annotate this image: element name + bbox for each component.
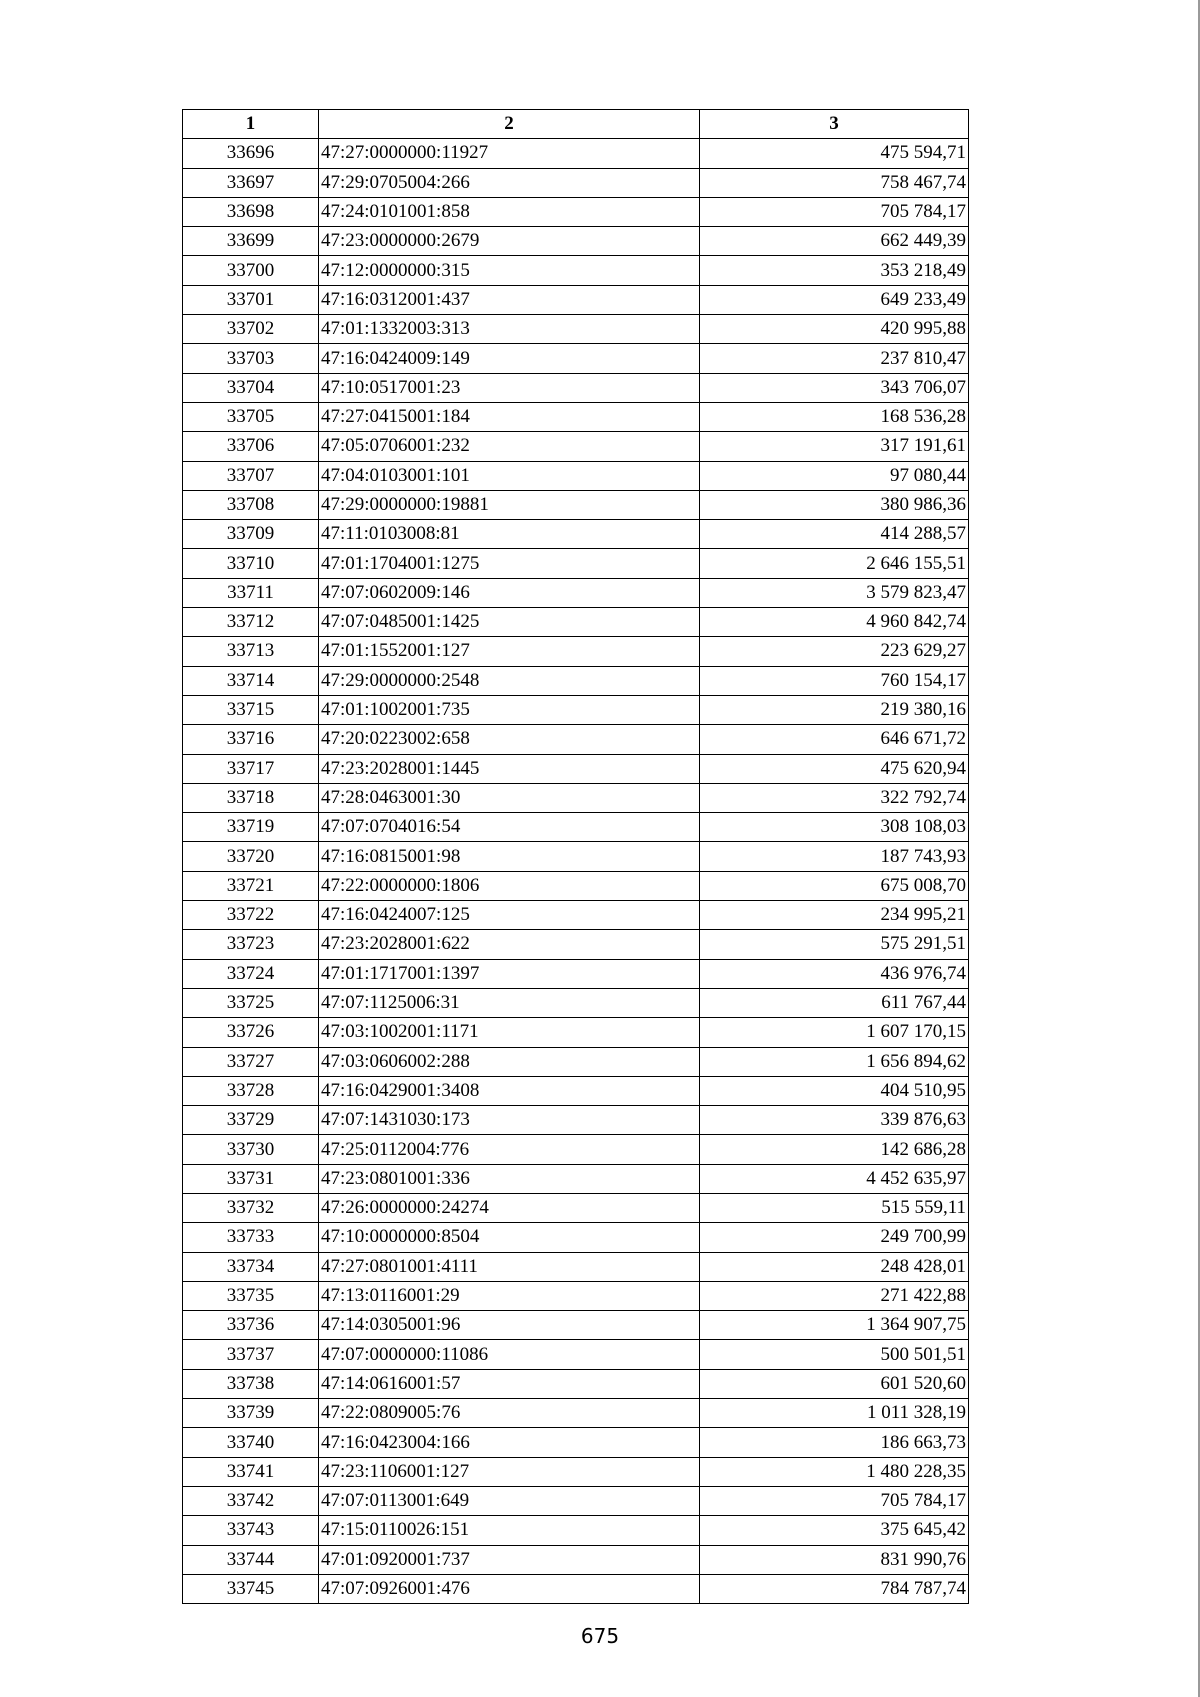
table-row	[183, 1223, 969, 1252]
cadastral-value-cell: 308 108,03	[700, 813, 969, 842]
cadastral-number-cell: 47:26:0000000:24274	[319, 1193, 700, 1222]
cadastral-number-cell: 47:16:0423004:166	[319, 1428, 700, 1457]
cadastral-value-cell: 649 233,49	[700, 285, 969, 314]
cadastral-value-cell: 1 480 228,35	[700, 1457, 969, 1486]
cadastral-value-cell: 4 452 635,97	[700, 1164, 969, 1193]
table-row	[183, 608, 969, 637]
cadastral-value-cell: 1 607 170,15	[700, 1018, 969, 1047]
cadastral-number-cell: 47:14:0616001:57	[319, 1369, 700, 1398]
cadastral-value-cell: 675 008,70	[700, 871, 969, 900]
cadastral-number-cell: 47:14:0305001:96	[319, 1311, 700, 1340]
row-number-cell: 33722	[183, 901, 319, 930]
cadastral-number-cell: 47:01:1717001:1397	[319, 959, 700, 988]
cadastral-number-cell: 47:07:1125006:31	[319, 988, 700, 1017]
cadastral-number-cell: 47:23:1106001:127	[319, 1457, 700, 1486]
table-row	[183, 285, 969, 314]
cadastral-number-cell: 47:01:0920001:737	[319, 1545, 700, 1574]
cadastral-value-cell: 1 011 328,19	[700, 1399, 969, 1428]
row-number-cell: 33739	[183, 1399, 319, 1428]
row-number-cell: 33708	[183, 490, 319, 519]
row-number-cell: 33712	[183, 608, 319, 637]
cadastral-number-cell: 47:22:0809005:76	[319, 1399, 700, 1428]
cadastral-number-cell: 47:27:0000000:11927	[319, 139, 700, 168]
cadastral-number-cell: 47:27:0415001:184	[319, 402, 700, 431]
cadastral-number-cell: 47:07:0485001:1425	[319, 608, 700, 637]
cadastral-number-cell: 47:01:1704001:1275	[319, 549, 700, 578]
cadastral-number-cell: 47:23:2028001:1445	[319, 754, 700, 783]
table-row	[183, 1486, 969, 1515]
cadastral-value-cell: 223 629,27	[700, 637, 969, 666]
row-number-cell: 33704	[183, 373, 319, 402]
cadastral-value-cell: 611 767,44	[700, 988, 969, 1017]
cadastral-value-cell: 500 501,51	[700, 1340, 969, 1369]
table-row	[183, 168, 969, 197]
table-row	[183, 197, 969, 226]
row-number-cell: 33703	[183, 344, 319, 373]
cadastral-number-cell: 47:12:0000000:315	[319, 256, 700, 285]
row-number-cell: 33696	[183, 139, 319, 168]
table-row	[183, 666, 969, 695]
cadastral-value-cell: 142 686,28	[700, 1135, 969, 1164]
table-row	[183, 1457, 969, 1486]
row-number-cell: 33697	[183, 168, 319, 197]
table-row	[183, 1135, 969, 1164]
row-number-cell: 33734	[183, 1252, 319, 1281]
row-number-cell: 33717	[183, 754, 319, 783]
cadastral-number-cell: 47:27:0801001:4111	[319, 1252, 700, 1281]
row-number-cell: 33726	[183, 1018, 319, 1047]
row-number-cell: 33736	[183, 1311, 319, 1340]
cadastral-number-cell: 47:03:0606002:288	[319, 1047, 700, 1076]
table-row	[183, 725, 969, 754]
table-row	[183, 1574, 969, 1603]
table-row	[183, 930, 969, 959]
row-number-cell: 33740	[183, 1428, 319, 1457]
table-row	[183, 959, 969, 988]
table-row	[183, 783, 969, 812]
row-number-cell: 33742	[183, 1486, 319, 1515]
row-number-cell: 33729	[183, 1106, 319, 1135]
table-row	[183, 373, 969, 402]
cadastral-value-cell: 436 976,74	[700, 959, 969, 988]
row-number-cell: 33738	[183, 1369, 319, 1398]
table-row	[183, 549, 969, 578]
table-row	[183, 1281, 969, 1310]
cadastral-value-cell: 234 995,21	[700, 901, 969, 930]
cadastral-number-cell: 47:07:0000000:11086	[319, 1340, 700, 1369]
table-row	[183, 1399, 969, 1428]
cadastral-number-cell: 47:11:0103008:81	[319, 520, 700, 549]
cadastral-number-cell: 47:10:0000000:8504	[319, 1223, 700, 1252]
cadastral-value-cell: 475 620,94	[700, 754, 969, 783]
table-header	[183, 110, 969, 139]
cadastral-number-cell: 47:23:0801001:336	[319, 1164, 700, 1193]
cadastral-value-cell: 784 787,74	[700, 1574, 969, 1603]
cadastral-number-cell: 47:24:0101001:858	[319, 197, 700, 226]
row-number-cell: 33728	[183, 1076, 319, 1105]
table-row	[183, 520, 969, 549]
cadastral-number-cell: 47:01:1552001:127	[319, 637, 700, 666]
cadastral-value-cell: 705 784,17	[700, 1486, 969, 1515]
header-row	[183, 110, 969, 139]
row-number-cell: 33701	[183, 285, 319, 314]
row-number-cell: 33698	[183, 197, 319, 226]
cadastral-number-cell: 47:07:0926001:476	[319, 1574, 700, 1603]
row-number-cell: 33699	[183, 227, 319, 256]
cadastral-value-cell: 662 449,39	[700, 227, 969, 256]
table-body	[183, 139, 969, 1604]
table-row	[183, 988, 969, 1017]
table-row	[183, 1018, 969, 1047]
cadastral-value-cell: 339 876,63	[700, 1106, 969, 1135]
cadastral-number-cell: 47:05:0706001:232	[319, 432, 700, 461]
row-number-cell: 33721	[183, 871, 319, 900]
table-row	[183, 1369, 969, 1398]
cadastral-number-cell: 47:29:0000000:2548	[319, 666, 700, 695]
cadastral-number-cell: 47:16:0424007:125	[319, 901, 700, 930]
row-number-cell: 33715	[183, 695, 319, 724]
row-number-cell: 33727	[183, 1047, 319, 1076]
cadastral-number-cell: 47:03:1002001:1171	[319, 1018, 700, 1047]
cadastral-number-cell: 47:07:0113001:649	[319, 1486, 700, 1515]
cadastral-value-cell: 831 990,76	[700, 1545, 969, 1574]
cadastral-value-cell: 2 646 155,51	[700, 549, 969, 578]
row-number-cell: 33733	[183, 1223, 319, 1252]
cadastral-number-cell: 47:07:1431030:173	[319, 1106, 700, 1135]
cadastral-value-cell: 3 579 823,47	[700, 578, 969, 607]
row-number-cell: 33743	[183, 1516, 319, 1545]
cadastral-number-cell: 47:16:0815001:98	[319, 842, 700, 871]
table-row	[183, 842, 969, 871]
table-row	[183, 1047, 969, 1076]
row-number-cell: 33711	[183, 578, 319, 607]
row-number-cell: 33735	[183, 1281, 319, 1310]
cadastral-number-cell: 47:29:0705004:266	[319, 168, 700, 197]
table-row	[183, 461, 969, 490]
cadastral-value-cell: 97 080,44	[700, 461, 969, 490]
table-row	[183, 1106, 969, 1135]
cadastral-value-cell: 1 656 894,62	[700, 1047, 969, 1076]
cadastral-number-cell: 47:23:0000000:2679	[319, 227, 700, 256]
cadastral-value-cell: 186 663,73	[700, 1428, 969, 1457]
table-row	[183, 139, 969, 168]
cadastral-value-cell: 187 743,93	[700, 842, 969, 871]
cadastral-number-cell: 47:13:0116001:29	[319, 1281, 700, 1310]
cadastral-value-cell: 380 986,36	[700, 490, 969, 519]
row-number-cell: 33744	[183, 1545, 319, 1574]
cadastral-value-cell: 375 645,42	[700, 1516, 969, 1545]
table-row	[183, 1252, 969, 1281]
cadastral-number-cell: 47:16:0312001:437	[319, 285, 700, 314]
cadastral-value-cell: 248 428,01	[700, 1252, 969, 1281]
cadastral-number-cell: 47:01:1002001:735	[319, 695, 700, 724]
table-row	[183, 1428, 969, 1457]
cadastral-number-cell: 47:15:0110026:151	[319, 1516, 700, 1545]
cadastral-value-cell: 353 218,49	[700, 256, 969, 285]
table-row	[183, 695, 969, 724]
cadastral-value-cell: 271 422,88	[700, 1281, 969, 1310]
row-number-cell: 33723	[183, 930, 319, 959]
cadastral-number-cell: 47:10:0517001:23	[319, 373, 700, 402]
table-row	[183, 813, 969, 842]
table-row	[183, 578, 969, 607]
cadastral-value-cell: 343 706,07	[700, 373, 969, 402]
cadastral-value-cell: 1 364 907,75	[700, 1311, 969, 1340]
row-number-cell: 33710	[183, 549, 319, 578]
row-number-cell: 33745	[183, 1574, 319, 1603]
row-number-cell: 33706	[183, 432, 319, 461]
cadastral-value-cell: 760 154,17	[700, 666, 969, 695]
table-row	[183, 256, 969, 285]
cadastral-value-cell: 168 536,28	[700, 402, 969, 431]
cadastral-value-cell: 317 191,61	[700, 432, 969, 461]
cadastral-number-cell: 47:16:0429001:3408	[319, 1076, 700, 1105]
table-row	[183, 1076, 969, 1105]
row-number-cell: 33730	[183, 1135, 319, 1164]
table-row	[183, 1340, 969, 1369]
table-row	[183, 315, 969, 344]
table-row	[183, 871, 969, 900]
row-number-cell: 33714	[183, 666, 319, 695]
row-number-cell: 33709	[183, 520, 319, 549]
cadastral-value-cell: 515 559,11	[700, 1193, 969, 1222]
table-row	[183, 227, 969, 256]
cadastral-number-cell: 47:07:0602009:146	[319, 578, 700, 607]
table-row	[183, 432, 969, 461]
table-row	[183, 344, 969, 373]
row-number-cell: 33720	[183, 842, 319, 871]
table-row	[183, 402, 969, 431]
cadastral-number-cell: 47:29:0000000:19881	[319, 490, 700, 519]
row-number-cell: 33700	[183, 256, 319, 285]
row-number-cell: 33731	[183, 1164, 319, 1193]
row-number-cell: 33705	[183, 402, 319, 431]
row-number-cell: 33737	[183, 1340, 319, 1369]
cadastral-number-cell: 47:20:0223002:658	[319, 725, 700, 754]
cadastral-number-cell: 47:07:0704016:54	[319, 813, 700, 842]
cadastral-value-cell: 575 291,51	[700, 930, 969, 959]
cadastral-value-cell: 758 467,74	[700, 168, 969, 197]
table-row	[183, 901, 969, 930]
row-number-cell: 33707	[183, 461, 319, 490]
table-row	[183, 1193, 969, 1222]
table-row	[183, 1311, 969, 1340]
row-number-cell: 33718	[183, 783, 319, 812]
cadastral-value-cell: 601 520,60	[700, 1369, 969, 1398]
cadastral-number-cell: 47:16:0424009:149	[319, 344, 700, 373]
cadastral-value-cell: 322 792,74	[700, 783, 969, 812]
cadastral-value-cell: 219 380,16	[700, 695, 969, 724]
cadastral-value-cell: 420 995,88	[700, 315, 969, 344]
table-row	[183, 754, 969, 783]
cadastral-value-cell: 646 671,72	[700, 725, 969, 754]
header-col-2: 2	[319, 110, 700, 139]
table-row	[183, 1164, 969, 1193]
header-col-1: 1	[183, 110, 319, 139]
cadastral-number-cell: 47:22:0000000:1806	[319, 871, 700, 900]
cadastral-value-cell: 4 960 842,74	[700, 608, 969, 637]
cadastral-value-cell: 475 594,71	[700, 139, 969, 168]
cadastral-value-cell: 249 700,99	[700, 1223, 969, 1252]
cadastral-number-cell: 47:04:0103001:101	[319, 461, 700, 490]
cadastral-number-cell: 47:28:0463001:30	[319, 783, 700, 812]
row-number-cell: 33702	[183, 315, 319, 344]
row-number-cell: 33713	[183, 637, 319, 666]
cadastral-value-table	[182, 109, 969, 1604]
row-number-cell: 33724	[183, 959, 319, 988]
cadastral-number-cell: 47:23:2028001:622	[319, 930, 700, 959]
table-row	[183, 637, 969, 666]
header-col-3: 3	[700, 110, 969, 139]
table-row	[183, 1516, 969, 1545]
row-number-cell: 33725	[183, 988, 319, 1017]
row-number-cell: 33719	[183, 813, 319, 842]
page-number: 675	[580, 1624, 620, 1648]
row-number-cell: 33732	[183, 1193, 319, 1222]
row-number-cell: 33716	[183, 725, 319, 754]
cadastral-value-cell: 414 288,57	[700, 520, 969, 549]
table-row	[183, 490, 969, 519]
table-row	[183, 1545, 969, 1574]
row-number-cell: 33741	[183, 1457, 319, 1486]
cadastral-value-cell: 404 510,95	[700, 1076, 969, 1105]
cadastral-value-cell: 705 784,17	[700, 197, 969, 226]
cadastral-value-cell: 237 810,47	[700, 344, 969, 373]
cadastral-number-cell: 47:25:0112004:776	[319, 1135, 700, 1164]
cadastral-number-cell: 47:01:1332003:313	[319, 315, 700, 344]
